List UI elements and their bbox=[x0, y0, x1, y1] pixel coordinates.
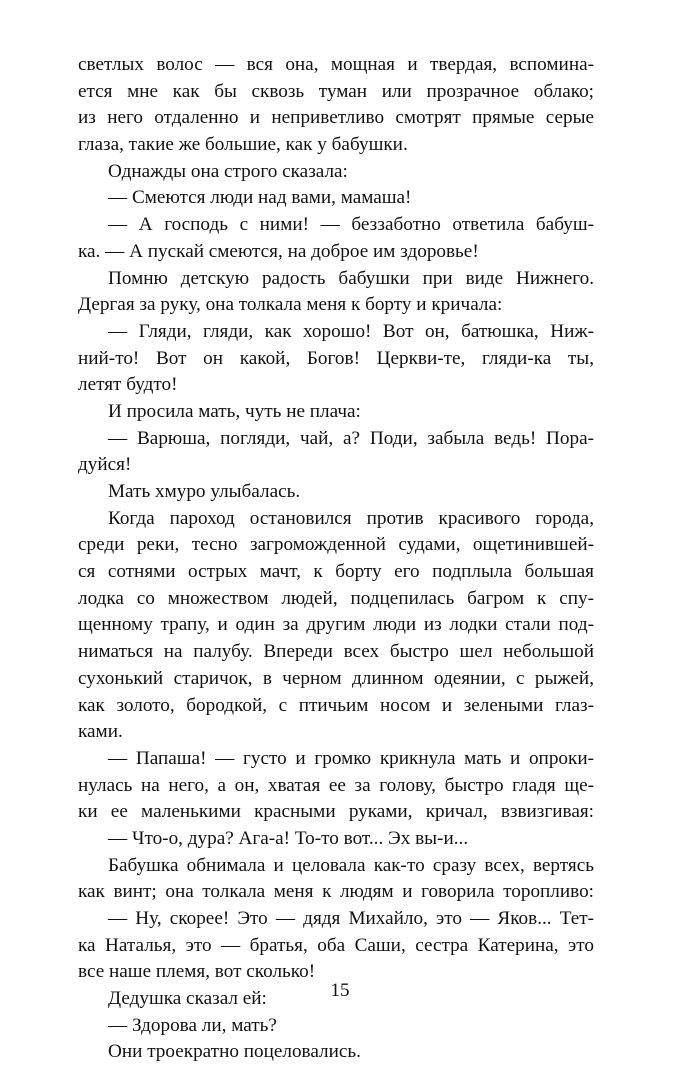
text-line: ка Наталья, это — братья, оба Саши, сестра Катерина, это bbox=[78, 934, 594, 956]
text-line: Когда пароход остановился против красивого города, bbox=[108, 507, 594, 529]
text-line: Помню детскую радость бабушки при виде Нижнего. bbox=[108, 267, 594, 289]
text-line: Они троекратно поцеловались. bbox=[108, 1041, 361, 1063]
text-line: ниматься на палубу. Впереди всех быстро шел небольшой bbox=[78, 641, 594, 663]
text-line: Мать хмуро улыбалась. bbox=[108, 481, 301, 502]
text-line: — А господь с ними! — беззаботно ответила бабуш- bbox=[108, 214, 594, 236]
text-line: — Здорова ли, мать? bbox=[108, 1014, 277, 1036]
body-text bbox=[78, 52, 594, 1066]
text-line: ками. bbox=[78, 721, 123, 743]
text-line: щенному трапу, и один за другим люди из лодки стали под- bbox=[78, 614, 594, 636]
text-line: Дедушка сказал ей: bbox=[108, 988, 267, 1010]
text-line: сухонький старичок, в черном длинном одеянии, с рыжей, bbox=[78, 667, 594, 689]
text-line: из него отдаленно и неприветливо смотрят прямые серые bbox=[78, 107, 594, 129]
text-line: как золото, бородкой, с птичьим носом и зелеными глаз- bbox=[78, 694, 594, 716]
text-line: глаза, такие же большие, как у бабушки. bbox=[78, 134, 408, 156]
text-line: Однажды она строго сказала: bbox=[108, 160, 348, 182]
text-line: И просила мать, чуть не плача: bbox=[108, 400, 361, 422]
text-line: нулась на него, а он, хватая ее за голову, быстро гладя ще- bbox=[78, 774, 594, 796]
text-line: ки ее маленькими красными руками, кричал, взвизгивая: bbox=[78, 801, 594, 823]
text-line: — Варюша, погляди, чай, а? Поди, забыла ведь! Пора- bbox=[108, 427, 594, 449]
text-line: все наше племя, вот сколько! bbox=[78, 961, 316, 983]
text-line: — Папаша! — густо и громко крикнула мать и опроки- bbox=[108, 747, 594, 769]
text-line: лодка со множеством людей, подцепилась багром к спу- bbox=[78, 587, 594, 609]
text-line: Дергая за руку, она толкала меня к борту и кричала: bbox=[78, 294, 503, 316]
text-line: ний-то! Вот он какой, Богов! Церкви-те, гляди-ка ты, bbox=[78, 347, 594, 369]
page-number: 15 bbox=[330, 980, 350, 1001]
text-line: — Гляди, гляди, как хорошо! Вот он, батюшка, Ниж- bbox=[108, 320, 594, 342]
text-line: — Смеются люди над вами, мамаша! bbox=[108, 187, 412, 209]
text-line: светлых волос — вся она, мощная и твердая, вспомина- bbox=[78, 54, 594, 75]
text-line: — Что-о, дура? Ага-а! То-то вот... Эх вы-и... bbox=[108, 827, 469, 849]
text-line: дуйся! bbox=[78, 454, 132, 476]
text-line: ся сотнями острых мачт, к борту его подплыла большая bbox=[78, 561, 594, 583]
text-line: как винт; она толкала меня к людям и говорила торопливо: bbox=[78, 881, 594, 903]
text-line: ка. — А пускай смеются, на доброе им здоровье! bbox=[78, 240, 479, 262]
text-line: среди реки, тесно загроможденной судами, ощетинившей- bbox=[78, 534, 594, 556]
text-line: летят будто! bbox=[78, 374, 178, 396]
text-line: ется мне как бы сквозь туман или прозрачное облако; bbox=[78, 80, 594, 102]
text-line: Бабушка обнимала и целовала как-то сразу всех, вертясь bbox=[108, 854, 594, 876]
text-line: — Ну, скорее! Это — дядя Михайло, это — Яков... Тет- bbox=[108, 908, 594, 929]
